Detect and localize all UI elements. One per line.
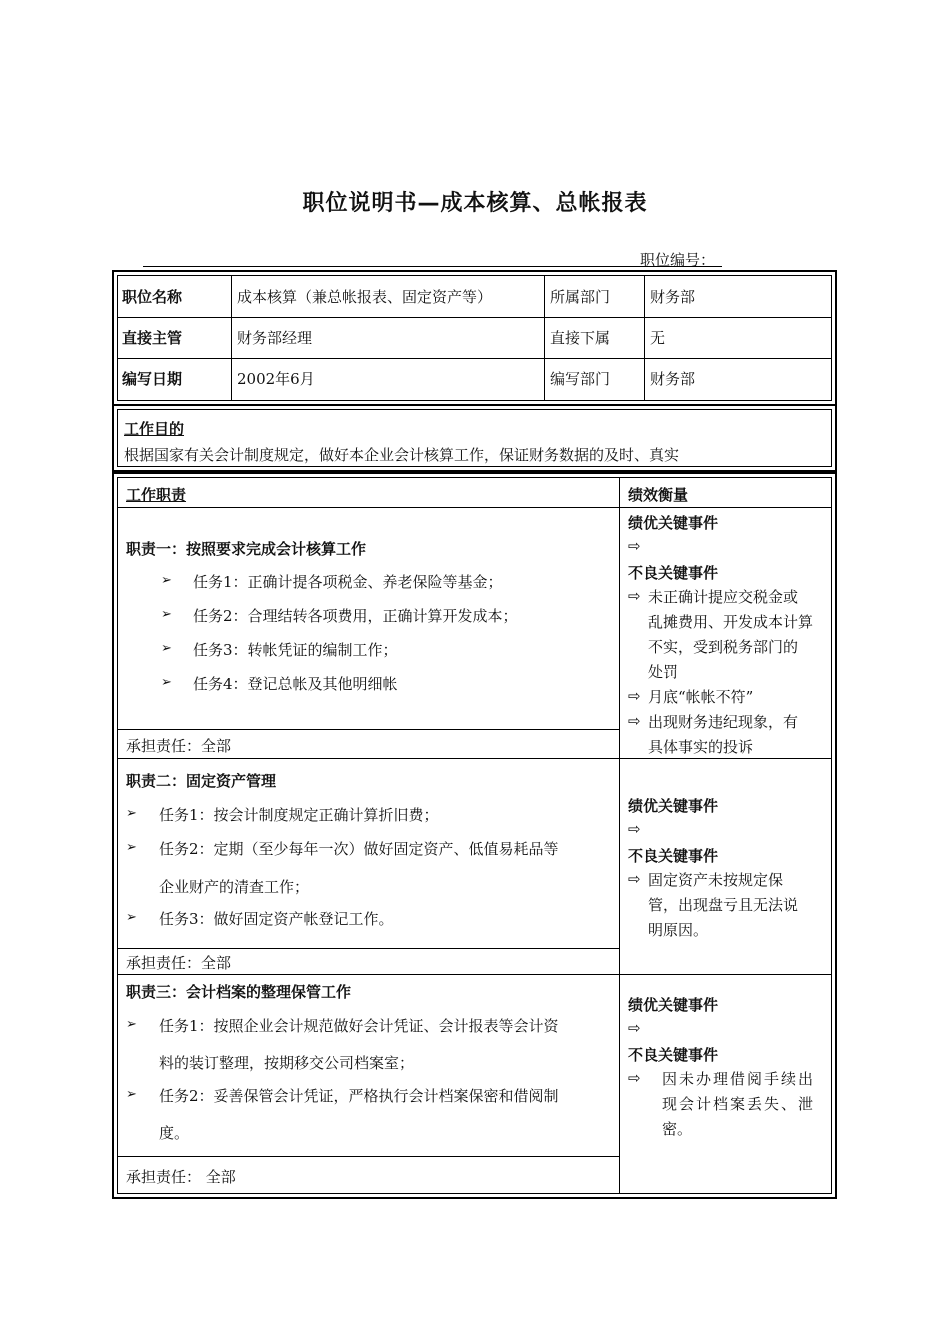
performance-header: 绩效衡量 [628,486,689,504]
arrow-icon: ⇨ [628,712,641,730]
duties-table [112,472,837,1199]
duty-3-task: 任务2：妥善保管会计凭证，严格执行会计档案保密和借阅制 [159,1087,559,1105]
duty-1-task: 任务4：登记总帐及其他明细帐 [193,675,398,693]
duty-2-task: 任务3：做好固定资产帐登记工作。 [159,910,394,928]
duty-2-title: 职责二：固定资产管理 [126,772,277,790]
duty-3-bad-item: 现会计档案丢失、泄 [662,1095,816,1113]
purpose-section [112,404,837,472]
supervisor-label: 直接主管 [122,329,183,347]
duty-1-bad-item: 未正确计提应交税金或 [648,588,799,606]
duty-2-task: 任务1：按会计制度规定正确计算折旧费； [159,806,439,824]
author-dept-value: 财务部 [650,370,696,388]
duty-1-task: 任务1：正确计提各项税金、养老保险等基金； [193,573,503,591]
duty-1-bad-item: 处罚 [648,663,679,681]
duties-header: 工作职责 [126,486,187,504]
bullet-icon: ➢ [161,573,172,588]
duty-3-task: 度。 [159,1124,190,1142]
duty-3-good-label: 绩优关键事件 [628,996,719,1014]
arrow-icon: ⇨ [628,820,641,838]
arrow-icon: ⇨ [628,537,641,555]
duty-2-task: 企业财产的清查工作； [159,878,310,896]
duty-1-title: 职责一：按照要求完成会计核算工作 [126,540,367,558]
duty-1-bad-item: 具体事实的投诉 [648,738,754,756]
date-value: 2002年6月 [237,370,315,388]
duty-2-bad-label: 不良关键事件 [628,847,719,865]
subordinate-value: 无 [650,329,666,347]
arrow-icon: ⇨ [628,1019,641,1037]
subordinate-label: 直接下属 [550,329,611,347]
duty-1-task: 任务2：合理结转各项费用，正确计算开发成本； [193,607,518,625]
duty-1-task: 任务3：转帐凭证的编制工作； [193,641,398,659]
bullet-icon: ➢ [161,607,172,622]
duty-3-title: 职责三：会计档案的整理保管工作 [126,983,352,1001]
duty-3-task: 任务1：按照企业会计规范做好会计凭证、会计报表等会计资 [159,1017,559,1035]
date-label: 编写日期 [122,370,183,388]
job-name-label: 职位名称 [122,288,183,306]
duty-2-bad-item: 固定资产未按规定保 [648,871,784,889]
bullet-icon: ➢ [126,840,137,855]
arrow-icon: ⇨ [628,870,641,888]
duty-1-bad-item: 不实，受到税务部门的 [648,638,799,656]
duty-1-bad-item: 月底“帐帐不符” [648,688,754,706]
purpose-text: 根据国家有关会计制度规定，做好本企业会计核算工作，保证财务数据的及时、真实 [124,446,680,464]
duty-3-bad-label: 不良关键事件 [628,1046,719,1064]
duty-1-bad-item: 乱摊费用、开发成本计算 [648,613,814,631]
arrow-icon: ⇨ [628,587,641,605]
author-dept-label: 编写部门 [550,370,611,388]
duty-3-bad-item: 密。 [662,1120,693,1138]
duty-1-responsibility: 承担责任：全部 [126,737,232,755]
bullet-icon: ➢ [126,806,137,821]
bullet-icon: ➢ [161,641,172,656]
duty-2-responsibility: 承担责任：全部 [126,954,232,972]
position-number-underline [143,266,722,267]
bullet-icon: ➢ [126,1087,137,1102]
bullet-icon: ➢ [126,910,137,925]
duty-3-bad-item: 因未办理借阅手续出 [662,1070,816,1088]
duty-1-good-label: 绩优关键事件 [628,514,719,532]
duty-2-bad-item: 明原因。 [648,921,709,939]
arrow-icon: ⇨ [628,687,641,705]
duty-2-good-label: 绩优关键事件 [628,797,719,815]
duty-3-responsibility: 承担责任： 全部 [126,1168,236,1186]
duty-3-task: 料的装订整理，按期移交公司档案室； [159,1054,415,1072]
department-label: 所属部门 [550,288,611,306]
job-name-value: 成本核算（兼总帐报表、固定资产等） [237,288,493,306]
duty-2-bad-item: 管，出现盘亏且无法说 [648,896,799,914]
page-title: 职位说明书—成本核算、总帐报表 [302,191,648,216]
purpose-label: 工作目的 [124,420,185,438]
duty-1-bad-item: 出现财务违纪现象，有 [648,713,799,731]
bullet-icon: ➢ [126,1017,137,1032]
info-table [112,270,837,406]
bullet-icon: ➢ [161,675,172,690]
duty-1-bad-label: 不良关键事件 [628,564,719,582]
department-value: 财务部 [650,288,696,306]
duty-2-task: 任务2：定期（至少每年一次）做好固定资产、低值易耗品等 [159,840,559,858]
position-number-label: 职位编号： [640,251,716,269]
supervisor-value: 财务部经理 [237,329,313,347]
arrow-icon: ⇨ [628,1069,641,1087]
